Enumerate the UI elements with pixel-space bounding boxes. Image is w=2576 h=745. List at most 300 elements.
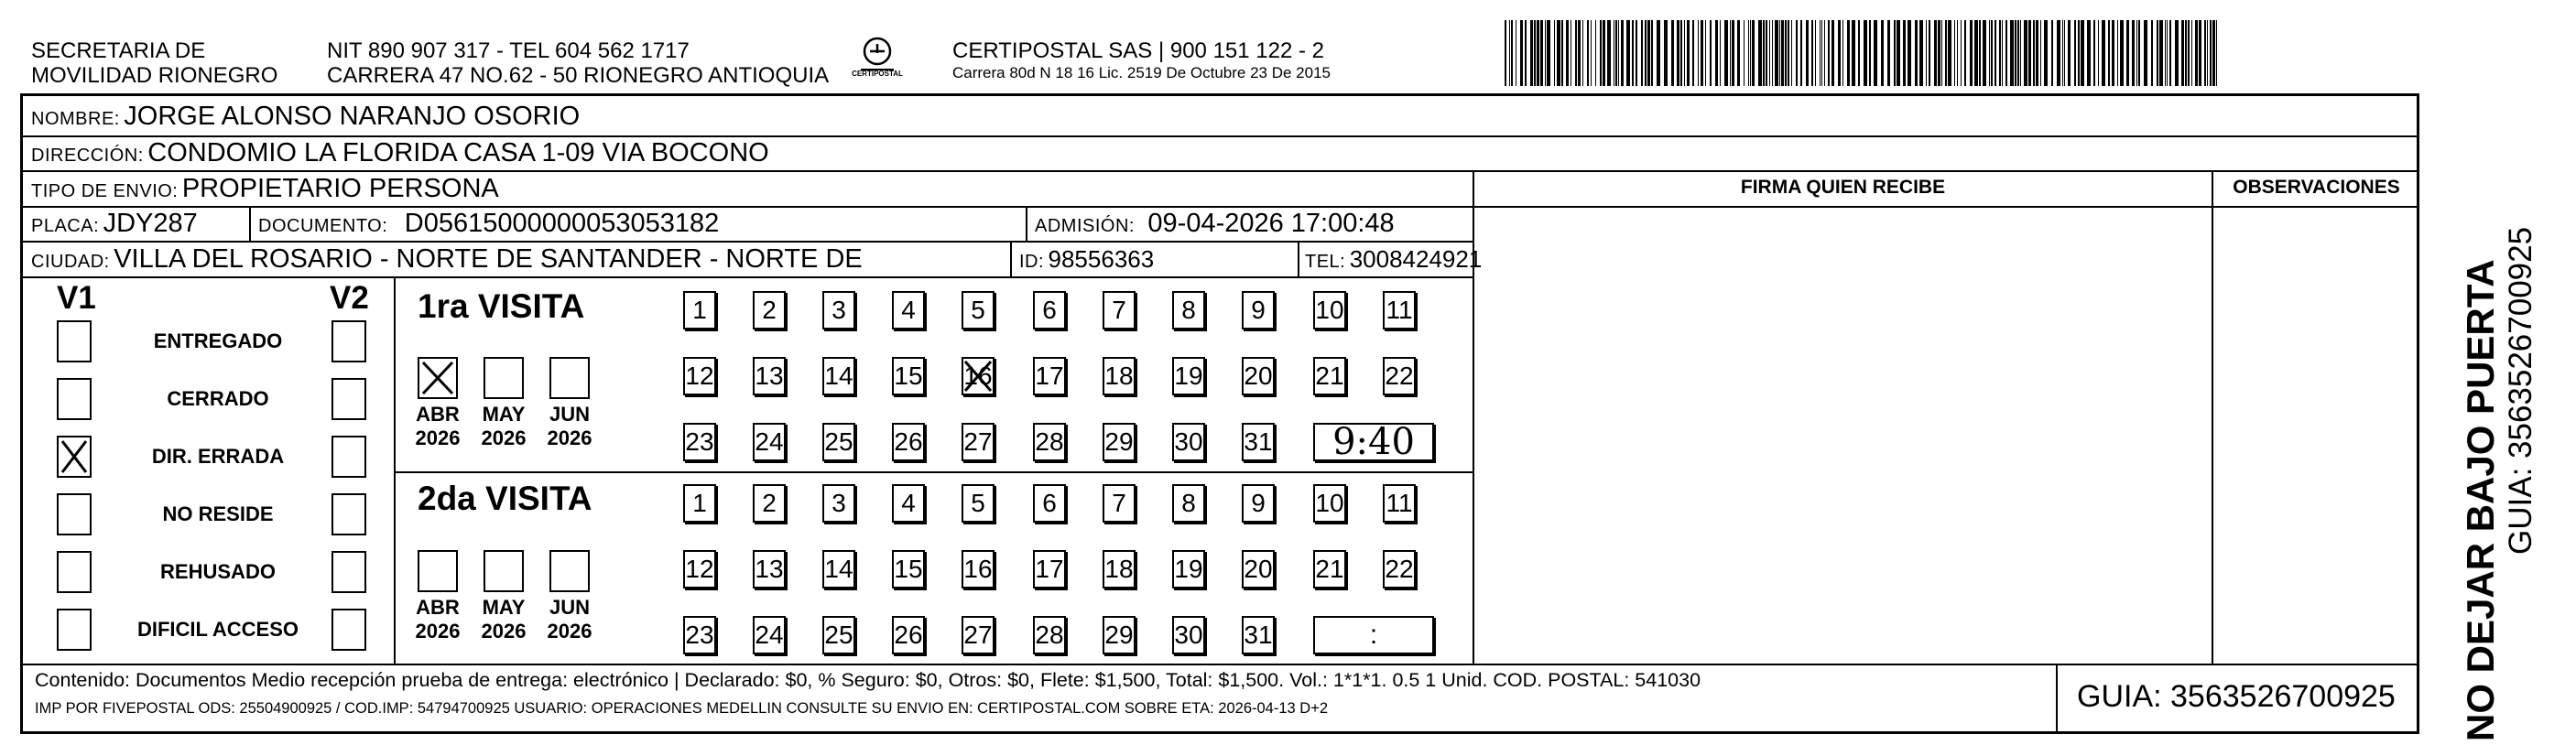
barcode-bar (2188, 20, 2190, 86)
day-box-11[interactable] (1383, 484, 1416, 523)
month-checkbox[interactable] (484, 357, 524, 399)
barcode-bar (2087, 20, 2091, 86)
day-number: 5 (971, 489, 985, 517)
barcode-bar (1824, 20, 1825, 86)
barcode-bar (2199, 20, 2201, 86)
day-number: 1 (692, 489, 707, 517)
barcode-bar (1705, 20, 1706, 86)
day-box-24[interactable] (753, 616, 786, 654)
barcode-bar (1698, 20, 1699, 86)
v2-checkbox[interactable] (332, 436, 366, 478)
side-guia-text: GUIA: 3563526700925 (2503, 226, 2538, 555)
barcode-bar (1815, 20, 1816, 86)
v1-checkbox[interactable] (57, 436, 92, 478)
day-box-27[interactable] (962, 423, 995, 461)
documento-label: DOCUMENTO: (258, 216, 388, 236)
visit-1-title: 1ra VISITA (418, 287, 585, 325)
day-box-26[interactable] (892, 616, 925, 654)
day-number: 16 (963, 362, 993, 390)
day-box-19[interactable] (1172, 357, 1205, 395)
v2-checkbox[interactable] (332, 493, 366, 535)
month-label (472, 596, 536, 643)
day-box-12[interactable] (683, 357, 716, 395)
day-number: 17 (1035, 555, 1064, 583)
day-box-20[interactable] (1242, 550, 1275, 588)
day-box-16[interactable] (962, 357, 995, 395)
barcode-bar (1858, 20, 1860, 86)
barcode-bar (1687, 20, 1690, 86)
day-box-23[interactable] (683, 423, 716, 461)
day-box-8[interactable] (1172, 484, 1205, 523)
barcode-bar (1537, 20, 1539, 86)
barcode-bar (1618, 20, 1619, 86)
barcode-bar (2120, 20, 2124, 86)
day-number: 28 (1035, 427, 1064, 456)
barcode-bar (2044, 20, 2048, 86)
barcode-bar (1881, 20, 1884, 86)
month-year: 2026 (481, 620, 527, 642)
barcode-bar (1710, 20, 1712, 86)
day-box-18[interactable] (1103, 550, 1136, 588)
barcode-bar (2126, 20, 2129, 86)
day-number: 30 (1174, 427, 1203, 456)
day-number: 13 (755, 362, 784, 390)
barcode-bar (1852, 20, 1855, 86)
no-dejar-bajo-puerta-text: NO DEJAR BAJO PUERTA (2459, 259, 2502, 741)
barcode-bar (1561, 20, 1563, 86)
day-number: 19 (1174, 555, 1203, 583)
courier-line-2: Carrera 80d N 18 16 Lic. 2519 De Octubre 23 De 2015 (952, 64, 1331, 81)
barcode-bar (1701, 20, 1703, 86)
barcode-bar (1903, 20, 1906, 86)
admision-row (1035, 208, 1395, 243)
barcode-bar (1520, 20, 1523, 86)
day-box-6[interactable] (1033, 484, 1066, 523)
day-number: 4 (901, 296, 916, 324)
day-number: 6 (1042, 489, 1057, 517)
barcode-bar (2138, 20, 2140, 86)
day-box-30[interactable] (1172, 423, 1205, 461)
barcode-bar (2132, 20, 2135, 86)
barcode-bar (1680, 20, 1682, 86)
barcode-bar (1671, 20, 1674, 86)
status-option-label: REHUSADO (160, 560, 276, 583)
x-mark-icon (963, 360, 993, 393)
month-label (406, 596, 470, 643)
day-box-25[interactable] (822, 616, 855, 654)
barcode-bar (2204, 20, 2206, 86)
day-number: 21 (1315, 362, 1344, 390)
barcode-bar (2117, 20, 2118, 86)
day-box-31[interactable] (1242, 423, 1275, 461)
day-box-22[interactable] (1383, 357, 1416, 395)
barcode-bar (1737, 20, 1740, 86)
day-box-7[interactable] (1103, 291, 1136, 329)
month-name: MAY (482, 403, 526, 426)
month-checkbox[interactable] (549, 357, 590, 399)
barcode-bar (2078, 20, 2080, 86)
barcode-bar (1730, 20, 1731, 86)
tipo-envio-value: PROPIETARIO PERSONA (181, 174, 499, 203)
day-box-15[interactable] (892, 357, 925, 395)
barcode-bar (1645, 20, 1647, 86)
day-box-29[interactable] (1103, 423, 1136, 461)
documento-row (258, 208, 719, 243)
barcode-bar (1919, 20, 1923, 86)
documento-value: D05615000000053053182 (404, 209, 720, 238)
barcode-bar (2169, 20, 2171, 86)
barcode-bar (1615, 20, 1617, 86)
barcode-bar (1715, 20, 1718, 86)
barcode-bar (1991, 20, 1993, 86)
v1-checkbox[interactable] (57, 493, 92, 535)
day-number: 29 (1104, 621, 1134, 649)
day-box-1[interactable] (683, 484, 716, 523)
barcode-bar (1970, 20, 1973, 86)
day-box-31[interactable] (1242, 616, 1275, 654)
day-number: 12 (685, 362, 714, 390)
barcode-bar (1772, 20, 1773, 86)
barcode-bar (2112, 20, 2114, 86)
tel-value: 3008424921 (1349, 245, 1483, 273)
day-number: 25 (824, 427, 853, 456)
barcode-bar (1540, 20, 1543, 86)
placa-label: PLACA: (31, 216, 100, 236)
day-box-6[interactable] (1033, 291, 1066, 329)
sender-contact (327, 38, 829, 88)
day-box-18[interactable] (1103, 357, 1136, 395)
barcode-bar (1530, 20, 1533, 86)
day-number: 20 (1244, 362, 1273, 390)
day-number: 7 (1112, 489, 1126, 517)
barcode-bar (1763, 20, 1765, 86)
month-checkbox[interactable] (418, 357, 458, 399)
day-box-28[interactable] (1033, 423, 1066, 461)
day-box-21[interactable] (1313, 357, 1346, 395)
day-number: 2 (762, 489, 777, 517)
day-number: 9 (1251, 489, 1266, 517)
firma-header: FIRMA QUIEN RECIBE (1740, 177, 1946, 198)
barcode-bar (1724, 20, 1728, 86)
day-number: 11 (1386, 296, 1413, 324)
barcode-bar (1864, 20, 1867, 86)
barcode-bar (1926, 20, 1927, 86)
day-box-14[interactable] (822, 357, 855, 395)
day-number: 26 (894, 621, 923, 649)
barcode-bar (1788, 20, 1789, 86)
barcode-bar (1800, 20, 1802, 86)
day-number: 31 (1244, 621, 1273, 649)
day-box-14[interactable] (822, 550, 855, 588)
day-box-5[interactable] (962, 484, 995, 523)
barcode-bar (1945, 20, 1947, 86)
day-number: 20 (1244, 555, 1273, 583)
barcode-bar (2212, 20, 2215, 86)
barcode-bar (2195, 20, 2198, 86)
day-box-13[interactable] (753, 550, 786, 588)
barcode-bar (1964, 20, 1966, 86)
day-box-2[interactable] (753, 291, 786, 329)
day-box-5[interactable] (962, 291, 995, 329)
sender-line-1: SECRETARIA DE (31, 38, 206, 63)
v1-checkbox[interactable] (57, 320, 92, 362)
barcode-bar (2181, 20, 2184, 86)
barcode-bar (1989, 20, 1990, 86)
day-box-3[interactable] (822, 291, 855, 329)
day-box-25[interactable] (822, 423, 855, 461)
barcode-bar (2175, 20, 2179, 86)
month-year: 2026 (415, 426, 461, 449)
barcode-bar (1664, 20, 1668, 86)
barcode-bar (1509, 20, 1510, 86)
day-number: 22 (1385, 555, 1414, 583)
footer-content: Contenido: Documentos Medio recepción prueba de entrega: electrónico | Declarado: $0, % Seguro: $0, Otros: $0, Flete: $1,500, Total: $1,500. Vol.: 1*1*1. 0.5 1 Unid. COD. POSTAL: 541030 (35, 669, 1701, 691)
barcode-bar (2144, 20, 2147, 86)
barcode-bar (2020, 20, 2021, 86)
barcode-bar (1621, 20, 1624, 86)
day-box-13[interactable] (753, 357, 786, 395)
day-number: 10 (1315, 296, 1344, 324)
v1-checkbox[interactable] (57, 378, 92, 420)
barcode-bar (2024, 20, 2027, 86)
day-box-8[interactable] (1172, 291, 1205, 329)
day-number: 1 (692, 296, 707, 324)
barcode-bar (1781, 20, 1784, 86)
time-box[interactable]: : (1313, 616, 1434, 654)
day-box-2[interactable] (753, 484, 786, 523)
placa-row (31, 208, 198, 243)
barcode-bar (2102, 20, 2105, 86)
barcode-bar (1647, 20, 1650, 86)
barcode-bar (2005, 20, 2007, 86)
day-box-29[interactable] (1103, 616, 1136, 654)
month-name: ABR (416, 403, 460, 426)
day-box-7[interactable] (1103, 484, 1136, 523)
barcode-bar (1534, 20, 1536, 86)
barcode-bar (2207, 20, 2208, 86)
barcode-bar (2093, 20, 2095, 86)
barcode-bar (1750, 20, 1751, 86)
barcode-bar (1785, 20, 1787, 86)
day-box-21[interactable] (1313, 550, 1346, 588)
v2-checkbox[interactable] (332, 320, 366, 362)
barcode-bar (2151, 20, 2153, 86)
day-box-3[interactable] (822, 484, 855, 523)
month-year: 2026 (481, 426, 527, 449)
day-number: 8 (1181, 489, 1196, 517)
barcode-bar (1748, 20, 1749, 86)
direccion-label: DIRECCIÓN: (31, 146, 144, 166)
month-checkbox[interactable] (484, 550, 524, 592)
day-number: 3 (831, 489, 846, 517)
day-box-17[interactable] (1033, 357, 1066, 395)
day-box-1[interactable] (683, 291, 716, 329)
v2-checkbox[interactable] (332, 551, 366, 593)
month-label (472, 403, 536, 450)
day-number: 10 (1315, 489, 1344, 517)
barcode-bar (1641, 20, 1643, 86)
month-checkbox[interactable] (549, 550, 590, 592)
month-label (538, 596, 602, 643)
barcode-bar (2074, 20, 2076, 86)
day-box-20[interactable] (1242, 357, 1275, 395)
barcode-bar (1775, 20, 1778, 86)
day-number: 6 (1042, 296, 1057, 324)
day-number: 11 (1386, 489, 1413, 517)
barcode-bar (1961, 20, 1962, 86)
barcode-bar (1554, 20, 1555, 86)
month-year: 2026 (415, 620, 461, 642)
day-number: 19 (1174, 362, 1203, 390)
barcode-bar (1591, 20, 1592, 86)
day-box-26[interactable] (892, 423, 925, 461)
day-box-17[interactable] (1033, 550, 1066, 588)
month-checkbox[interactable] (418, 550, 458, 592)
tipo-envio-row (31, 173, 499, 209)
barcode-bar (1847, 20, 1850, 86)
barcode-bar (1915, 20, 1918, 86)
barcode-bar (1684, 20, 1685, 86)
day-box-19[interactable] (1172, 550, 1205, 588)
barcode-bar (1732, 20, 1734, 86)
month-year: 2026 (547, 426, 592, 449)
day-box-9[interactable] (1242, 291, 1275, 329)
barcode-bar (1938, 20, 1940, 86)
visit-2-title: 2da VISITA (418, 480, 592, 517)
day-box-24[interactable] (753, 423, 786, 461)
barcode-bar (1587, 20, 1589, 86)
id-label: ID: (1019, 252, 1045, 272)
certipostal-logo (852, 33, 903, 84)
barcode-bar (1983, 20, 1986, 86)
barcode-bar (1874, 20, 1877, 86)
barcode-bar (1557, 20, 1560, 86)
day-number: 24 (755, 621, 784, 649)
barcode-bar (1831, 20, 1834, 86)
tel-label: TEL: (1305, 252, 1346, 272)
day-box-11[interactable] (1383, 291, 1416, 329)
barcode-bar (2033, 20, 2035, 86)
barcode-bar (1811, 20, 1813, 86)
nombre-row (31, 101, 580, 136)
barcode-bar (1651, 20, 1653, 86)
v2-checkbox[interactable] (332, 378, 366, 420)
day-number: 7 (1112, 296, 1126, 324)
barcode-bar (2081, 20, 2084, 86)
status-option-label: DIFICIL ACCESO (136, 618, 299, 641)
barcode-bar (1948, 20, 1951, 86)
sender-name (31, 38, 277, 88)
time-box[interactable]: 9:40 (1313, 423, 1434, 461)
day-box-12[interactable] (683, 550, 716, 588)
day-box-16[interactable] (962, 550, 995, 588)
day-number: 23 (685, 621, 714, 649)
day-box-10[interactable] (1313, 291, 1346, 329)
barcode-bar (2051, 20, 2053, 86)
logo-text: CERTIPOSTAL (852, 70, 903, 78)
day-box-22[interactable] (1383, 550, 1416, 588)
v1-checkbox[interactable] (57, 609, 92, 651)
barcode-bar (1677, 20, 1679, 86)
barcode-bar (1828, 20, 1830, 86)
day-number: 28 (1035, 621, 1064, 649)
ciudad-label: CIUDAD: (31, 252, 110, 272)
barcode-bar (2068, 20, 2071, 86)
day-number: 31 (1244, 427, 1273, 456)
sender-address: CARRERA 47 NO.62 - 50 RIONEGRO ANTIOQUIA (327, 63, 830, 88)
day-number: 25 (824, 621, 853, 649)
status-option-label: CERRADO (167, 387, 269, 410)
barcode-bar (1979, 20, 1981, 86)
month-year: 2026 (547, 620, 592, 642)
day-box-28[interactable] (1033, 616, 1066, 654)
day-box-27[interactable] (962, 616, 995, 654)
barcode-bar (1806, 20, 1809, 86)
v1-checkbox[interactable] (57, 551, 92, 593)
barcode-bar (2157, 20, 2158, 86)
day-box-4[interactable] (892, 291, 925, 329)
barcode-bar (1505, 20, 1506, 86)
day-number: 12 (685, 555, 714, 583)
barcode-bar (1796, 20, 1798, 86)
barcode-bar (1779, 20, 1780, 86)
day-box-30[interactable] (1172, 616, 1205, 654)
day-box-4[interactable] (892, 484, 925, 523)
v2-checkbox[interactable] (332, 609, 366, 651)
barcode-bar (2167, 20, 2168, 86)
day-box-10[interactable] (1313, 484, 1346, 523)
barcode-bar (1525, 20, 1527, 86)
side-guia (2473, 110, 2538, 567)
observaciones-header: OBSERVACIONES (2233, 177, 2400, 198)
barcode-bar (1897, 20, 1900, 86)
barcode-bar (2191, 20, 2192, 86)
barcode-bar (1657, 20, 1660, 86)
x-mark-icon (421, 361, 454, 395)
day-box-23[interactable] (683, 616, 716, 654)
barcode-bar (1994, 20, 1996, 86)
barcode-bar (1999, 20, 2001, 86)
ciudad-row (31, 243, 863, 279)
day-box-15[interactable] (892, 550, 925, 588)
barcode-bar (1511, 20, 1513, 86)
month-label (406, 403, 470, 450)
barcode-bar (2017, 20, 2019, 86)
barcode-bar (1908, 20, 1911, 86)
barcode-bar (1766, 20, 1767, 86)
day-number: 22 (1385, 362, 1414, 390)
barcode-bar (1887, 20, 1890, 86)
direccion-value: CONDOMIO LA FLORIDA CASA 1-09 VIA BOCONO (147, 138, 769, 167)
day-number: 18 (1104, 362, 1134, 390)
barcode-bar (1632, 20, 1634, 86)
barcode-bar (1838, 20, 1841, 86)
day-number: 16 (963, 555, 993, 583)
status-option-label: NO RESIDE (162, 502, 274, 525)
day-number: 8 (1181, 296, 1196, 324)
barcode-bar (2185, 20, 2187, 86)
day-number: 9 (1251, 296, 1266, 324)
tel-row (1305, 243, 1482, 279)
barcode-bar (2040, 20, 2041, 86)
nit-line: NIT 890 907 317 - TEL 604 562 1717 (327, 38, 690, 63)
admision-label: ADMISIÓN: (1035, 216, 1135, 236)
barcode-bar (1894, 20, 1896, 86)
footer-guia: GUIA: 3563526700925 (2077, 679, 2396, 714)
day-number: 15 (894, 362, 923, 390)
day-box-9[interactable] (1242, 484, 1275, 523)
nombre-value: JORGE ALONSO NARANJO OSORIO (124, 102, 581, 131)
